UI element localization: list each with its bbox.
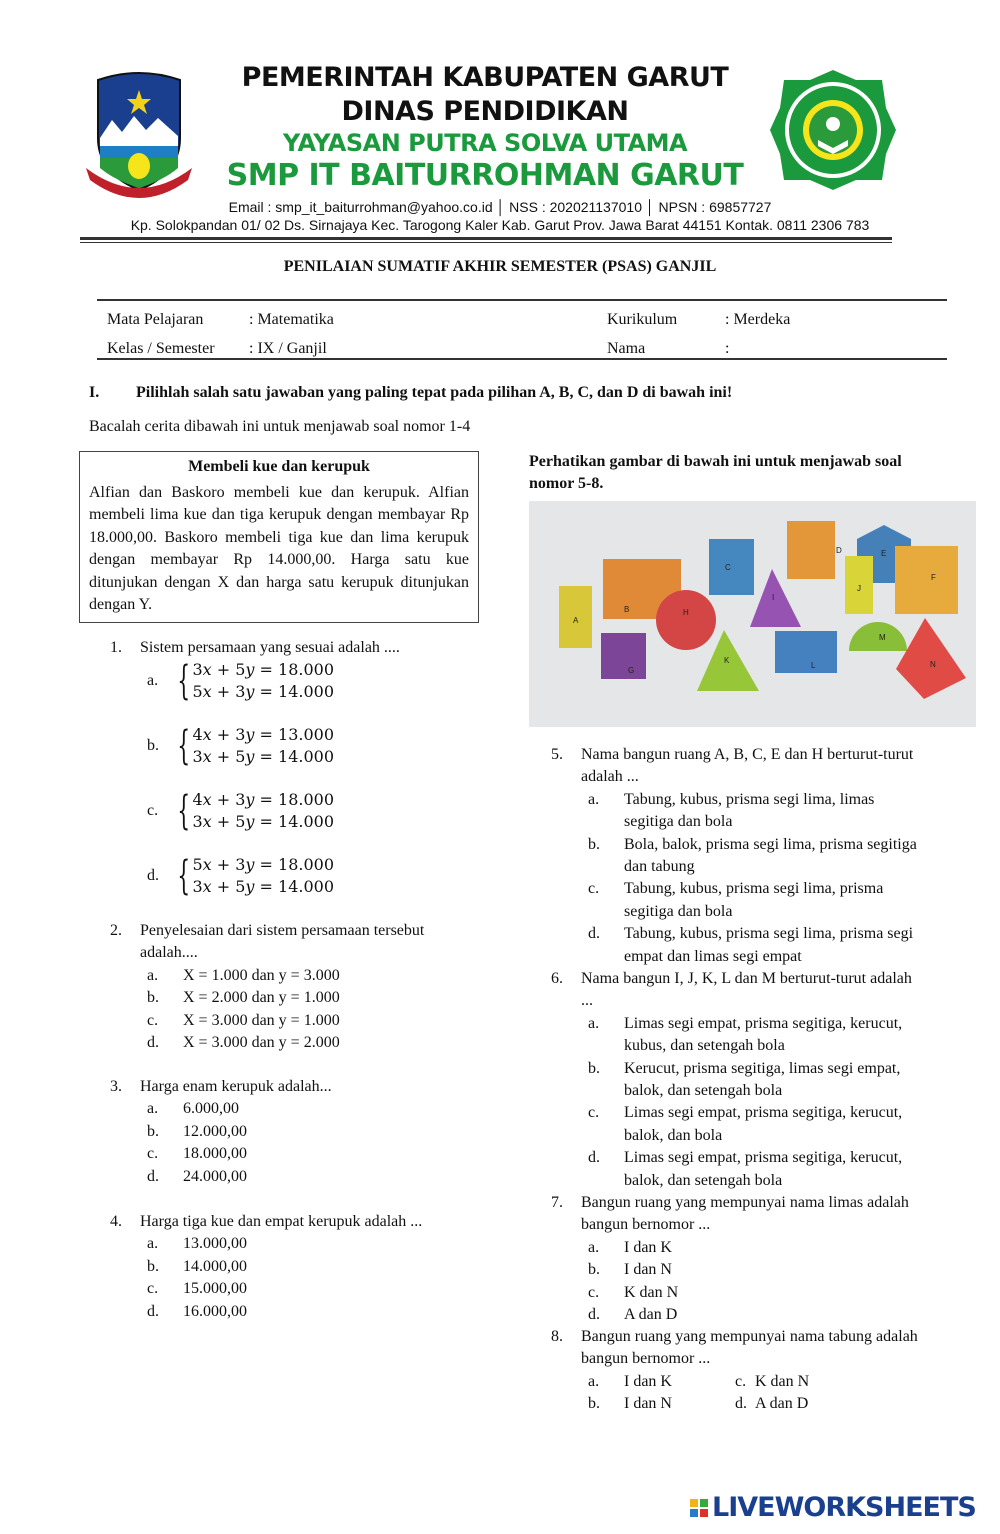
header-school-name: SMP IT BAITURROHMAN GARUT: [226, 158, 744, 193]
option-letter: a.: [147, 966, 159, 984]
school-logo: [768, 68, 898, 192]
option-text: K dan N: [624, 1283, 679, 1301]
option-text: A dan D: [755, 1395, 809, 1413]
question-number: 4.: [110, 1213, 122, 1230]
story-text: Alfian dan Baskoro membeli kue dan kerupuk. Alfian membeli lima kue dan tiga kerupuk dengan membayar Rp 18.000,00. Baskoro membeli tiga kue dan lima kerupuk dengan membayar Rp 14.000,00. Harga satu kue ditunjukan dengan X dan harga satu kerupuk ditunjukan dengan Y.: [89, 484, 469, 614]
question-8: [551, 1326, 921, 1416]
answer-option-a[interactable]: [551, 1013, 921, 1058]
option-text: Bola, balok, prisma segi lima, prisma segitiga dan tabung: [624, 835, 917, 876]
header-address: Kp. Solokpandan 01/ 02 Ds. Sirnajaya Kec. Tarogong Kaler Kab. Garut Prov. Jawa Barat 44151 Kontak. 0811 2306 783: [130, 217, 870, 233]
option-letter: c.: [147, 802, 159, 820]
info-top-rule: [97, 299, 947, 301]
option-text: I dan K: [624, 1372, 672, 1390]
answer-option-d[interactable]: [110, 1301, 470, 1323]
option-text: X = 1.000 dan y = 3.000: [183, 966, 340, 984]
option-letter: c.: [147, 1011, 159, 1029]
answer-option-d[interactable]: [551, 923, 921, 968]
question-3: [110, 1076, 470, 1188]
answer-option-b[interactable]: [110, 1121, 470, 1143]
answer-option-a[interactable]: [110, 1233, 470, 1255]
answer-option-b[interactable]: [588, 1393, 735, 1415]
option-text: Tabung, kubus, prisma segi lima, prisma segitiga dan bola: [624, 880, 884, 920]
option-letter: a.: [588, 790, 600, 808]
class-label: Kelas / Semester: [107, 340, 215, 357]
shape-label: B: [624, 605, 630, 614]
option-letter: c.: [588, 880, 600, 898]
option-letter: b.: [588, 1395, 600, 1413]
equation-2: 3𝑥 + 5𝑦 = 14.000: [192, 812, 335, 832]
shape-label: D: [836, 546, 842, 555]
option-text: Tabung, kubus, prisma segi lima, prisma segi empat dan limas segi empat: [624, 925, 914, 965]
shape-label: I: [772, 593, 775, 602]
option-letter: b.: [147, 737, 159, 755]
liveworksheets-logo-icon: [690, 1499, 708, 1517]
shape-label: M: [879, 633, 886, 642]
option-letter: b.: [147, 1257, 159, 1275]
equation-system: [192, 659, 334, 703]
header-foundation: YAYASAN PUTRA SOLVA UTAMA: [282, 129, 688, 157]
equation-2: 5𝑥 + 3𝑦 = 14.000: [192, 682, 335, 702]
question-6: [551, 968, 921, 1192]
equation-2: 3𝑥 + 5𝑦 = 14.000: [192, 747, 335, 767]
question-1: [110, 637, 470, 919]
answer-option-d[interactable]: [110, 1166, 470, 1188]
option-letter: a.: [588, 1372, 600, 1390]
option-letter: d.: [588, 1306, 600, 1324]
info-bottom-rule: [97, 358, 947, 360]
name-field[interactable]: :: [725, 340, 730, 357]
option-text: 16.000,00: [183, 1302, 247, 1320]
option-text: 15.000,00: [183, 1280, 247, 1298]
question-stem: [110, 1076, 470, 1098]
option-letter: d.: [147, 1034, 159, 1052]
question-number: 6.: [551, 970, 563, 987]
question-text: Sistem persamaan yang sesuai adalah ....: [140, 639, 400, 656]
option-letter: c.: [588, 1283, 600, 1301]
equation-1: 4𝑥 + 3𝑦 = 13.000: [192, 725, 335, 745]
option-letter: d.: [735, 1395, 747, 1413]
answer-option-d[interactable]: [551, 1304, 921, 1326]
section-instruction: Pilihlah salah satu jawaban yang paling tepat pada pilihan A, B, C, dan D di bawah ini!: [136, 384, 733, 401]
answer-option-d[interactable]: [110, 854, 470, 898]
equation-1: 4𝑥 + 3𝑦 = 18.000: [192, 790, 335, 810]
option-text: 18.000,00: [183, 1145, 247, 1163]
brace-symbol: {: [177, 853, 191, 900]
question-number: 8.: [551, 1328, 563, 1345]
option-text: K dan N: [755, 1372, 810, 1390]
option-letter: b.: [147, 989, 159, 1007]
answer-option-d[interactable]: [110, 1032, 470, 1054]
curriculum-value: : Merdeka: [725, 311, 791, 328]
option-letter: d.: [588, 1149, 600, 1167]
answer-option-a[interactable]: [551, 789, 921, 834]
question-stem: [551, 968, 921, 1013]
class-value: : IX / Ganjil: [249, 340, 327, 357]
question-number: 7.: [551, 1194, 563, 1211]
option-text: Kerucut, prisma segitiga, limas segi empat, balok, dan setengah bola: [624, 1059, 901, 1100]
option-text: X = 2.000 dan y = 1.000: [183, 989, 340, 1007]
option-text: Limas segi empat, prisma segitiga, kerucut, balok, dan bola: [624, 1104, 903, 1144]
question-stem: [551, 744, 921, 789]
exam-title: PENILAIAN SUMATIF AKHIR SEMESTER (PSAS) GANJIL: [283, 258, 717, 275]
story-title: Membeli kue dan kerupuk: [188, 458, 370, 475]
answer-option-c[interactable]: [551, 878, 921, 923]
question-number: 5.: [551, 746, 563, 763]
option-text: Limas segi empat, prisma segitiga, kerucut, balok, dan setengah bola: [624, 1149, 903, 1189]
equation-1: 3𝑥 + 5𝑦 = 18.000: [192, 660, 335, 680]
option-letter: c.: [147, 1145, 159, 1163]
answer-option-d[interactable]: [551, 1147, 921, 1192]
option-letter: d.: [147, 1167, 159, 1185]
option-letter: a.: [147, 672, 159, 690]
option-letter: b.: [588, 835, 600, 853]
option-text: 12.000,00: [183, 1122, 247, 1140]
header-government: PEMERINTAH KABUPATEN GARUT: [241, 62, 729, 93]
shape-label: A: [573, 616, 579, 625]
answer-grid: [551, 1371, 921, 1416]
option-letter: a.: [147, 1100, 159, 1118]
shape-label: G: [628, 666, 635, 675]
equation-system: [192, 724, 334, 768]
name-label: Nama: [607, 340, 646, 357]
option-letter: d.: [147, 1302, 159, 1320]
answer-option-a[interactable]: [110, 1098, 470, 1120]
answer-option-c[interactable]: [110, 789, 470, 833]
header-divider-thin: [80, 242, 892, 243]
option-letter: a.: [588, 1014, 600, 1032]
option-text: 14.000,00: [183, 1257, 247, 1275]
equation-system: [192, 854, 334, 898]
shape-label: C: [725, 563, 731, 572]
option-text: A dan D: [624, 1306, 678, 1324]
question-5: [551, 744, 921, 968]
answer-option-c[interactable]: [551, 1282, 921, 1304]
question-7: [551, 1192, 921, 1326]
equation-2: 3𝑥 + 5𝑦 = 14.000: [192, 877, 335, 897]
answer-option-a[interactable]: [110, 659, 470, 703]
question-stem: [110, 637, 470, 659]
answer-option-c[interactable]: [110, 1143, 470, 1165]
brace-symbol: {: [177, 723, 191, 770]
shape-label: F: [931, 573, 936, 582]
answer-option-c[interactable]: [110, 1010, 470, 1032]
question-text: Bangun ruang yang mempunyai nama tabung adalah bangun bernomor ...: [581, 1328, 918, 1368]
question-number: 2.: [110, 922, 122, 939]
shape-label: H: [683, 608, 689, 617]
story-intro: Bacalah cerita dibawah ini untuk menjawab soal nomor 1-4: [89, 418, 471, 435]
answer-option-b[interactable]: [551, 1259, 921, 1281]
question-stem: [551, 1326, 921, 1371]
option-text: I dan N: [624, 1261, 672, 1279]
question-text: Nama bangun I, J, K, L dan M berturut-turut adalah ...: [581, 970, 912, 1010]
shape-label: L: [811, 661, 816, 670]
option-letter: b.: [588, 1261, 600, 1279]
answer-option-a[interactable]: [551, 1237, 921, 1259]
section-number: I.: [89, 384, 100, 401]
picture-intro: Perhatikan gambar di bawah ini untuk menjawab soal nomor 5-8.: [529, 453, 902, 493]
answer-option-b[interactable]: [110, 987, 470, 1009]
question-2: [110, 920, 470, 1054]
option-letter: d.: [147, 867, 159, 885]
answer-option-d[interactable]: [735, 1393, 895, 1415]
question-text: Nama bangun ruang A, B, C, E dan H berturut-turut adalah ...: [581, 746, 914, 786]
question-text: Bangun ruang yang mempunyai nama limas adalah bangun bernomor ...: [581, 1194, 909, 1234]
option-letter: d.: [588, 925, 600, 943]
option-text: 13.000,00: [183, 1235, 247, 1253]
garut-regency-logo: [84, 68, 194, 198]
answer-option-b[interactable]: [110, 724, 470, 768]
header-contact: Email : smp_it_baiturrohman@yahoo.co.id │ NSS : 202021137010 │ NPSN : 69857727: [228, 199, 772, 215]
option-letter: b.: [147, 1122, 159, 1140]
option-letter: c.: [147, 1280, 159, 1298]
option-text: 24.000,00: [183, 1167, 247, 1185]
equation-options: [110, 659, 470, 898]
question-stem: [551, 1192, 921, 1237]
option-letter: a.: [588, 1238, 600, 1256]
option-text: 6.000,00: [183, 1100, 239, 1118]
curriculum-label: Kurikulum: [607, 311, 678, 328]
liveworksheets-watermark: LIVEWORKSHEETS: [690, 1492, 976, 1523]
question-number: 1.: [110, 639, 122, 656]
solid-shapes-photo: [529, 501, 976, 727]
question-stem: [110, 1211, 470, 1233]
question-text: Harga enam kerupuk adalah...: [140, 1078, 332, 1095]
brace-symbol: {: [177, 788, 191, 835]
option-text: Limas segi empat, prisma segitiga, kerucut, kubus, dan setengah bola: [624, 1014, 903, 1055]
answer-option-c[interactable]: [551, 1102, 921, 1147]
subject-value: : Matematika: [249, 311, 334, 328]
header-department: DINAS PENDIDIKAN: [341, 96, 629, 127]
option-text: I dan K: [624, 1238, 672, 1256]
answer-option-c[interactable]: [110, 1278, 470, 1300]
option-letter: b.: [588, 1059, 600, 1077]
equation-system: [192, 789, 334, 833]
answer-option-b[interactable]: [551, 834, 921, 879]
option-text: Tabung, kubus, prisma segi lima, limas segitiga dan bola: [624, 790, 875, 831]
question-4: [110, 1211, 470, 1323]
question-number: 3.: [110, 1078, 122, 1095]
option-letter: c.: [588, 1104, 600, 1122]
header-divider: [80, 237, 892, 240]
option-letter: a.: [147, 1235, 159, 1253]
shape-label: J: [857, 584, 861, 593]
question-text: Harga tiga kue dan empat kerupuk adalah ...: [140, 1213, 423, 1230]
brace-symbol: {: [177, 658, 191, 705]
answer-option-c[interactable]: [735, 1371, 895, 1393]
answer-option-a[interactable]: [110, 965, 470, 987]
shape-label: N: [930, 660, 936, 669]
shape-label: K: [724, 656, 730, 665]
answer-option-a[interactable]: [588, 1371, 735, 1393]
answer-option-b[interactable]: [551, 1058, 921, 1103]
question-stem: [110, 920, 470, 965]
subject-label: Mata Pelajaran: [107, 311, 204, 328]
shape-label: E: [881, 549, 887, 558]
option-text: X = 3.000 dan y = 1.000: [183, 1011, 340, 1029]
option-text: I dan N: [624, 1395, 672, 1413]
story-box: [79, 451, 479, 623]
option-text: X = 3.000 dan y = 2.000: [183, 1034, 340, 1052]
question-text: Penyelesaian dari sistem persamaan tersebut adalah....: [140, 922, 425, 962]
option-letter: c.: [735, 1372, 747, 1390]
answer-option-b[interactable]: [110, 1256, 470, 1278]
equation-1: 5𝑥 + 3𝑦 = 18.000: [192, 855, 335, 875]
